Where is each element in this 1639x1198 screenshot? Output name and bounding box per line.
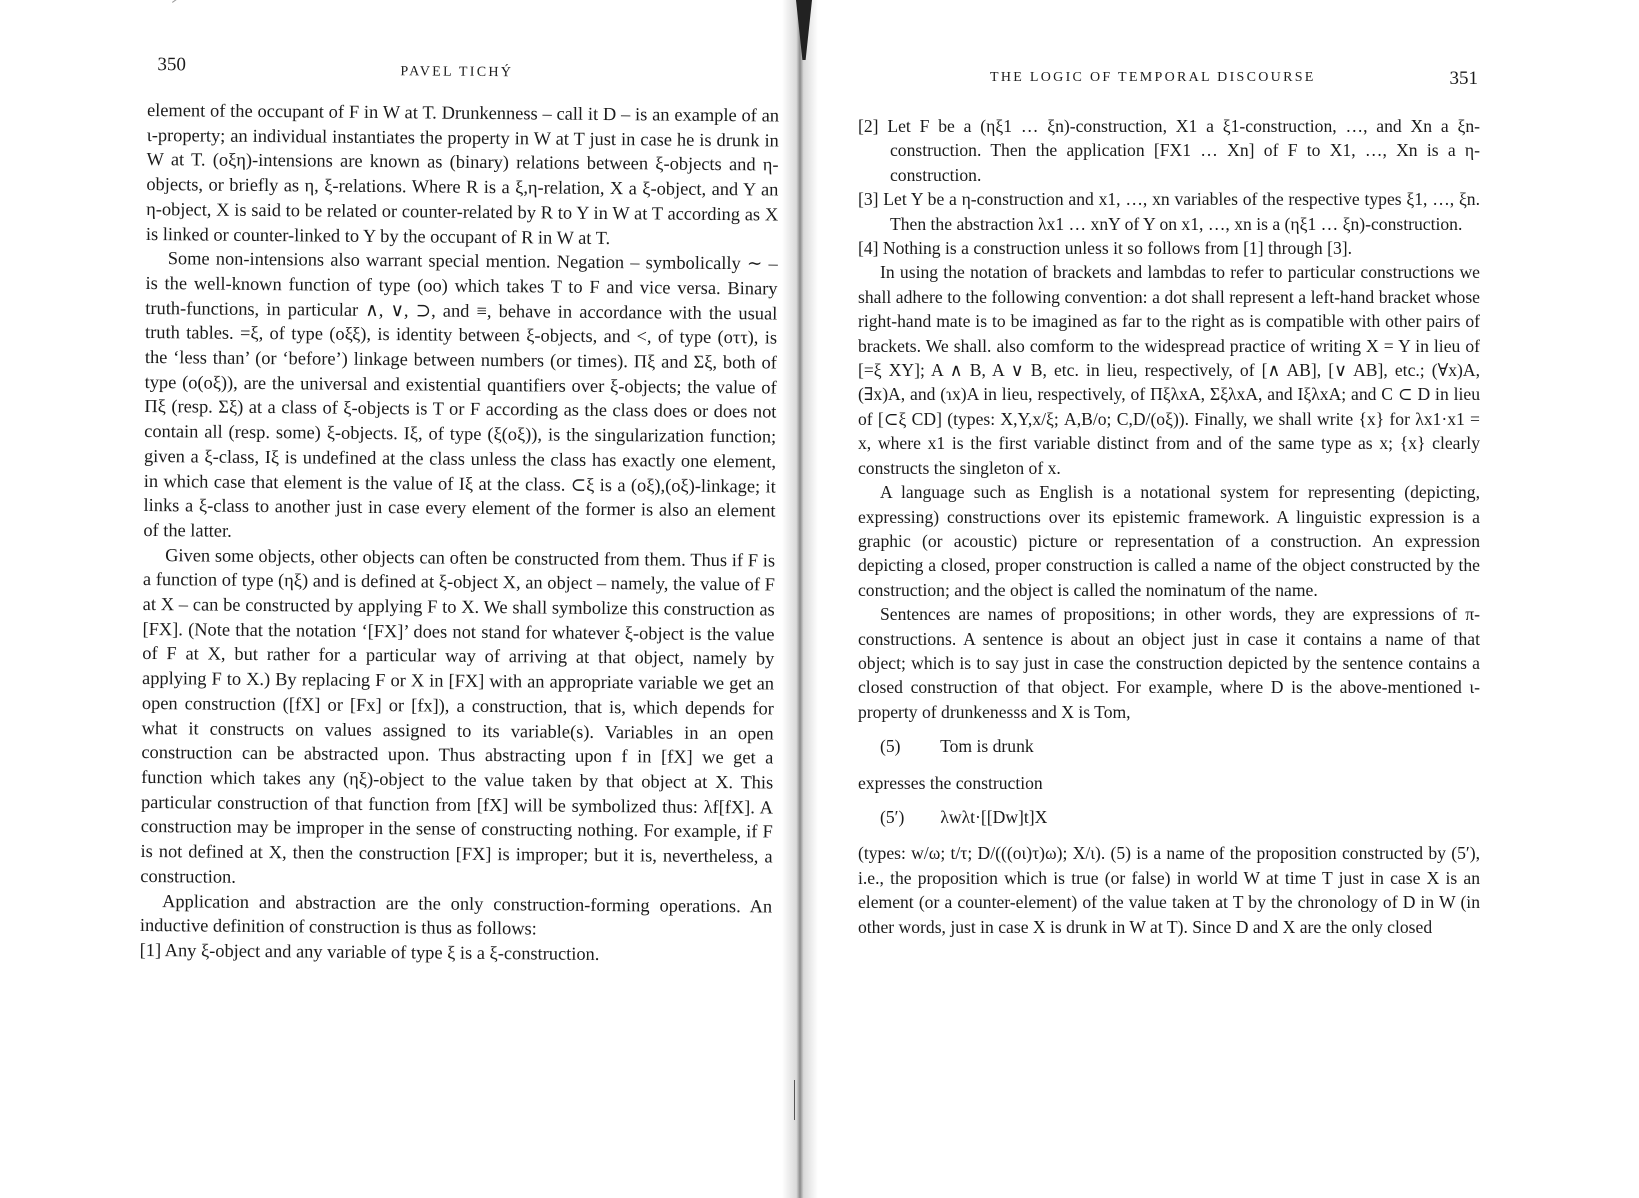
gutter-line [794,1080,795,1120]
definition-item: [2] Let F be a (ηξ1 … ξn)-construction, X1 a ξ1-construction, …, and Xn a ξn-construction. Then the application [FX1 … Xn] of F to X1, …, Xn is a η-construction. [858,116,1480,185]
page-number: 351 [1449,68,1478,89]
example-5 [858,734,1480,758]
paragraph: In using the notation of brackets and lambdas to refer to particular constructions we shall adhere to the following convention: a dot shall represent a left-hand bracket whose right-hand mate is to be imagined as far to the right as is compatible with other pairs of brackets. We shall. also comform to the widespread practice of writing X = Y in lieu of [=ξ XY]; A ∧ B, A ∨ B, etc. in lieu, respectively, of [∧ AB], [∨ AB], etc.; (∀x)A, (∃x)A, and (ɿx)A in lieu, respectively, of ΠξλxA, ΣξλxA, and IξλxA; and C ⊂ D in lieu of [⊂ξ CD] (types: X,Y,x/ξ; A,B/ο; C,D/(οξ)). Finally, we shall write {x} for λx1·x1 = x, where x1 is the first variable distinct from and of the same type as x; {x} clearly constructs the singleton of x. [858,262,1480,478]
definition-item: [1] Any ξ-object and any variable of type ξ is a ξ-construction. [139,939,600,964]
left-page-body [140,98,780,968]
running-head: THE LOGIC OF TEMPORAL DISCOURSE [990,70,1316,85]
left-page [140,0,780,968]
paragraph: (types: w/ω; t/τ; D/(((οι)τ)ω); X/ι). (5) is a name of the proposition constructed by (5′), i.e., the proposition which is true (or false) in world W at time T just in case X is an element (or a counter-element) of the value taken at T by the chronology of D in W (in other words, just in case X is drunk in W at T). Since D and X are the only closed [858,843,1480,937]
example-number: (5) [880,736,901,757]
right-page-body [858,114,1480,939]
example-text: Tom is drunk [940,736,1034,757]
paragraph: Given some objects, other objects can often be constructed from them. Thus if F is a function of type (ηξ) and is defined at ξ-object X, an object – namely, the value of F at X – can be constructed by applying F to X. We shall symbolize this construction as [FX]. (Note that the notation ‘[FX]’ does not stand for whatever ξ-object is the value of F at X, but rather for a particular way of arriving at that object, namely by applying F to X.) By replacing F or X in [FX] with an appropriate variable we get an open construction ([fX] or [Fx] or [fx]), a construction, that is, which depends for what it constructs on values assigned to its variable(s). Variables in an open construction can be abstracted upon. Thus abstracting upon f in [fX] we get a function which takes any (ηξ)-object to the value taken by that object at X. This particular construction of that function from [fX] will be symbolized thus: λf[fX]. A construction may be improper in the sense of constructing nothing. For example, if F is not defined at X, then the construction [FX] is improper; but it is, nevertheless, a construction. [140,544,776,887]
left-page-header [147,50,779,102]
paragraph: expresses the construction [858,772,1043,793]
running-head: PAVEL TICHÝ [400,64,514,81]
definition-item: [3] Let Y be a η-construction and x1, …, xn variables of the respective types ξ1, …, ξn. Then the abstraction λx1 … xnY of Y on x1, …, xn is a (ηξ1 … ξn)-construction. [858,189,1480,234]
paragraph: Application and abstraction are the only construction-forming operations. An inductive definition of construction is thus as follows: [139,890,773,939]
right-page [858,0,1480,939]
paragraph: Sentences are names of propositions; in other words, they are expressions of π-constructions. A sentence is about an object just in case it contains a name of that object; which is to say just in case the construction depicted by the sentence contains a closed construction of that object. For example, where D is the above-mentioned ι-property of drunkenesss and X is Tom, [858,604,1480,722]
paragraph: element of the occupant of F in W at T. Drunkenness – call it D – is an example of an ι-property; an individual instantiates the property in W at T just in case he is drunk in W at T. (οξη)-intensions are known as (binary) relations between ξ-objects and η-objects, or briefly as η, ξ-relations. Where R is a ξ,η-relation, X a ξ-object, and Y an η-object, X is said to be related or counter-related by R to Y in W at T according as X is linked or counter-linked to Y by the occupant of R in W at T. [145,99,780,248]
right-page-header [858,50,1480,96]
page-number: 350 [157,54,187,76]
book-gutter [782,0,818,1198]
example-number: (5′) [880,806,905,827]
paragraph: A language such as English is a notational system for representing (depicting, expressing) constructions over its epistemic framework. A linguistic expression is a graphic (or acoustic) picture or representation of a construction. An expression depicting a closed, proper construction is called a name of the object constructed by the construction; and the object is called the nominatum of the name. [858,482,1480,600]
definition-item: [4] Nothing is a construction unless it so follows from [1] through [3]. [858,238,1353,259]
example-5-prime [858,805,1480,829]
paragraph: Some non-intensions also warrant special mention. Negation – symbolically ∼ – is the well-known function of type (οο) which takes T to F and vice versa. Binary truth-functions, in particular ∧, ∨, ⊃, and ≡, behave in accordance with the usual truth tables. =ξ, of type (οξξ), is identity between ξ-objects, and <, of type (οττ), is the ‘less than’ (or ‘before’) linkage between numbers (or times). Πξ and Σξ, both of type (ο(οξ)), are the universal and existential quantifiers over ξ-objects; the value of Πξ (resp. Σξ) at a class of ξ-objects is T or F according as the class does or does not contain all (resp. some) ξ-objects. Iξ, of type (ξ(οξ)), is the singularization function; given a ξ-class, Iξ is undefined at the class unless the class has exactly one element, in which case that element is the value of Iξ at the class. ⊂ξ is a (οξ),(οξ)-linkage; it links a ξ-class to another just in case every element of the former is also an element of the latter. [143,248,778,541]
example-formula: λwλt·[[Dw]t]X [940,806,1048,827]
